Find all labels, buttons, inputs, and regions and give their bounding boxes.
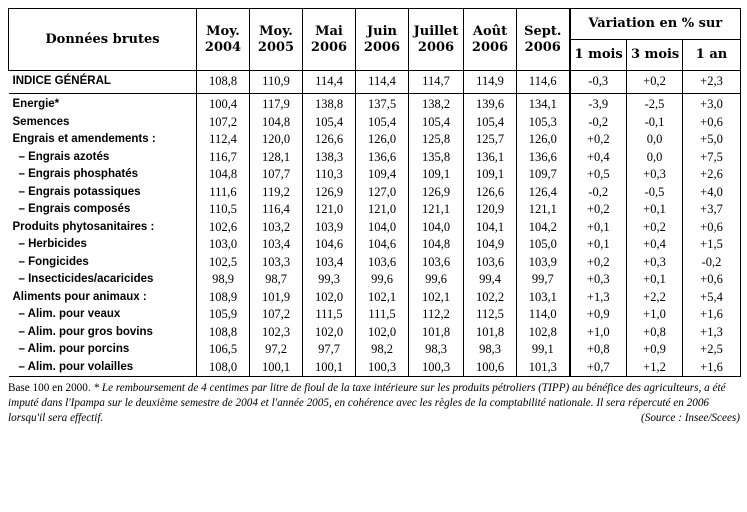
value-cell: 103,4: [303, 254, 356, 272]
value-cell: 98,2: [356, 341, 409, 359]
value-cell: 101,8: [464, 324, 517, 342]
variation-cell: +0,7: [570, 359, 627, 377]
value-cell: 109,1: [409, 166, 464, 184]
value-cell: 98,3: [464, 341, 517, 359]
row-label: – Herbicides: [18, 238, 87, 250]
value-cell: 102,0: [303, 324, 356, 342]
variation-cell: +0,6: [683, 219, 741, 237]
value-cell: 104,1: [464, 219, 517, 237]
header-col-1: Moy. 2005: [250, 9, 303, 71]
variation-cell: +0,8: [627, 324, 683, 342]
value-cell: 97,7: [303, 341, 356, 359]
table-row: [9, 324, 741, 342]
variation-cell: +0,6: [683, 114, 741, 132]
value-cell: 99,3: [303, 271, 356, 289]
value-cell: 98,9: [197, 271, 250, 289]
value-cell: 102,5: [197, 254, 250, 272]
variation-cell: +0,6: [683, 271, 741, 289]
variation-cell: +0,4: [570, 149, 627, 167]
value-cell: 103,1: [517, 289, 570, 307]
row-label: Aliments pour animaux :: [12, 290, 147, 303]
header-col-0: Moy. 2004: [197, 9, 250, 71]
variation-cell: +5,4: [683, 289, 741, 307]
value-cell: 103,9: [517, 254, 570, 272]
value-cell: 121,1: [517, 201, 570, 219]
variation-cell: +0,5: [570, 166, 627, 184]
row-label: – Alim. pour veaux: [18, 308, 121, 320]
value-cell: 128,1: [250, 149, 303, 167]
value-cell: 99,6: [356, 271, 409, 289]
footnote-note: * Le remboursement de 4 centimes par litre de fioul de la taxe intérieure sur les produits pétroliers (TIPP) au bénéfice des agriculteurs, a été imputé dans l'Ipampa sur le deuxième semestre de 2004 et l'année 2005, en cohérence avec les règles de la comptabilité nationale. Il sera répercuté en 2006 lorsqu'il sera effectif.: [8, 382, 726, 424]
value-cell: 114,0: [517, 306, 570, 324]
value-cell: 104,6: [303, 236, 356, 254]
footnote-source: (Source : Insee/Scees): [641, 412, 740, 424]
value-cell: 103,4: [250, 236, 303, 254]
value-cell: 101,9: [250, 289, 303, 307]
variation-cell: +2,2: [627, 289, 683, 307]
value-cell: 100,6: [464, 359, 517, 377]
value-cell: 134,1: [517, 94, 570, 114]
variation-cell: +0,3: [627, 254, 683, 272]
row-label: Produits phytosanitaires :: [12, 220, 155, 233]
price-index-table: [8, 8, 741, 377]
header-col-5: Août 2006: [464, 9, 517, 71]
value-cell: 107,2: [197, 114, 250, 132]
value-cell: 112,2: [409, 306, 464, 324]
table-row: [9, 166, 741, 184]
index-var-cell: -0,3: [570, 71, 627, 94]
header-variation: Variation en % sur: [570, 9, 741, 40]
header-col-3: Juin 2006: [356, 9, 409, 71]
value-cell: 100,1: [250, 359, 303, 377]
variation-cell: +0,2: [570, 201, 627, 219]
variation-cell: +0,4: [627, 236, 683, 254]
value-cell: 102,1: [409, 289, 464, 307]
table-row: [9, 306, 741, 324]
value-cell: 138,3: [303, 149, 356, 167]
row-label: Energie*: [12, 98, 60, 110]
footnote: [8, 381, 740, 426]
value-cell: 105,4: [303, 114, 356, 132]
price-index-table-block: [8, 8, 740, 426]
value-cell: 136,6: [517, 149, 570, 167]
value-cell: 138,8: [303, 94, 356, 114]
value-cell: 101,8: [409, 324, 464, 342]
value-cell: 103,0: [197, 236, 250, 254]
value-cell: 102,1: [356, 289, 409, 307]
table-row: [9, 254, 741, 272]
value-cell: 125,8: [409, 131, 464, 149]
value-cell: 117,9: [250, 94, 303, 114]
value-cell: 104,9: [464, 236, 517, 254]
value-cell: 135,8: [409, 149, 464, 167]
variation-cell: -0,2: [570, 184, 627, 202]
value-cell: 111,6: [197, 184, 250, 202]
table-row: [9, 201, 741, 219]
value-cell: 120,0: [250, 131, 303, 149]
value-cell: 126,4: [517, 184, 570, 202]
value-cell: 105,0: [517, 236, 570, 254]
variation-cell: +0,3: [627, 166, 683, 184]
table-row: [9, 359, 741, 377]
table-row: [9, 236, 741, 254]
value-cell: 99,7: [517, 271, 570, 289]
variation-cell: -0,5: [627, 184, 683, 202]
row-label: – Engrais azotés: [18, 150, 110, 163]
variation-cell: -2,5: [627, 94, 683, 114]
value-cell: 110,5: [197, 201, 250, 219]
value-cell: 103,6: [409, 254, 464, 272]
value-cell: 126,0: [356, 131, 409, 149]
value-cell: 112,4: [197, 131, 250, 149]
index-cell: 108,8: [197, 71, 250, 94]
row-label: – Alim. pour volailles: [9, 359, 197, 377]
value-cell: 126,9: [303, 184, 356, 202]
value-cell: 116,4: [250, 201, 303, 219]
variation-cell: +0,2: [627, 219, 683, 237]
header-var-3-mois: 3 mois: [627, 40, 683, 71]
value-cell: 110,3: [303, 166, 356, 184]
value-cell: 103,6: [464, 254, 517, 272]
value-cell: 99,4: [464, 271, 517, 289]
index-cell: 110,9: [250, 71, 303, 94]
index-cell: 114,6: [517, 71, 570, 94]
index-row: [9, 71, 741, 94]
value-cell: 116,7: [197, 149, 250, 167]
value-cell: 108,8: [197, 324, 250, 342]
table-body: [9, 71, 741, 377]
value-cell: 100,3: [409, 359, 464, 377]
variation-cell: +1,2: [627, 359, 683, 377]
index-var-cell: +0,2: [627, 71, 683, 94]
index-row-label: INDICE GÉNÉRAL: [9, 71, 197, 94]
value-cell: 103,2: [250, 219, 303, 237]
value-cell: 137,5: [356, 94, 409, 114]
value-cell: 136,1: [464, 149, 517, 167]
variation-cell: -3,9: [570, 94, 627, 114]
value-cell: 106,5: [197, 341, 250, 359]
value-cell: 103,6: [356, 254, 409, 272]
header-var-1-mois: 1 mois: [570, 40, 627, 71]
table-row: [9, 149, 741, 167]
value-cell: 111,5: [303, 306, 356, 324]
table-row: [9, 341, 741, 359]
index-cell: 114,4: [356, 71, 409, 94]
table-row: [9, 219, 741, 237]
value-cell: 112,5: [464, 306, 517, 324]
value-cell: 138,2: [409, 94, 464, 114]
variation-cell: +0,8: [570, 341, 627, 359]
value-cell: 119,2: [250, 184, 303, 202]
variation-cell: +1,0: [570, 324, 627, 342]
value-cell: 121,1: [409, 201, 464, 219]
row-label: Engrais et amendements :: [12, 133, 156, 145]
header-var-1-an: 1 an: [683, 40, 741, 71]
value-cell: 98,7: [250, 271, 303, 289]
footnote-base: Base 100 en 2000.: [8, 382, 91, 394]
value-cell: 104,6: [356, 236, 409, 254]
variation-cell: +0,2: [570, 254, 627, 272]
value-cell: 136,6: [356, 149, 409, 167]
header-col-2: Mai 2006: [303, 9, 356, 71]
index-var-cell: +2,3: [683, 71, 741, 94]
value-cell: 109,1: [464, 166, 517, 184]
row-label: – Engrais composés: [18, 203, 131, 215]
value-cell: 100,1: [303, 359, 356, 377]
value-cell: 109,4: [356, 166, 409, 184]
variation-cell: -0,1: [627, 114, 683, 132]
value-cell: 105,4: [356, 114, 409, 132]
variation-cell: +1,3: [683, 324, 741, 342]
value-cell: 127,0: [356, 184, 409, 202]
row-label: Semences: [12, 115, 70, 128]
index-cell: 114,7: [409, 71, 464, 94]
value-cell: 121,0: [356, 201, 409, 219]
value-cell: 104,8: [409, 236, 464, 254]
value-cell: 126,9: [409, 184, 464, 202]
value-cell: 99,1: [517, 341, 570, 359]
value-cell: 99,6: [409, 271, 464, 289]
variation-cell: +3,7: [683, 201, 741, 219]
variation-cell: +2,5: [683, 341, 741, 359]
value-cell: 139,6: [464, 94, 517, 114]
row-label: – Fongicides: [18, 255, 89, 268]
value-cell: 102,2: [464, 289, 517, 307]
value-cell: 100,4: [197, 94, 250, 114]
variation-cell: +5,0: [683, 131, 741, 149]
row-label: – Insecticides/acaricides: [18, 273, 154, 285]
row-label: – Alim. pour gros bovins: [18, 325, 153, 338]
variation-cell: +0,3: [570, 271, 627, 289]
table-row: [9, 184, 741, 202]
value-cell: 108,9: [197, 289, 250, 307]
value-cell: 97,2: [250, 341, 303, 359]
variation-cell: +0,2: [570, 131, 627, 149]
value-cell: 103,9: [303, 219, 356, 237]
variation-cell: +1,6: [683, 359, 741, 377]
index-cell: 114,4: [303, 71, 356, 94]
value-cell: 107,7: [250, 166, 303, 184]
value-cell: 100,3: [356, 359, 409, 377]
value-cell: 102,0: [356, 324, 409, 342]
header-col-6: Sept. 2006: [517, 9, 570, 71]
variation-cell: +1,5: [683, 236, 741, 254]
value-cell: 111,5: [356, 306, 409, 324]
variation-cell: -0,2: [570, 114, 627, 132]
table-row: [9, 289, 741, 307]
variation-cell: +7,5: [683, 149, 741, 167]
value-cell: 121,0: [303, 201, 356, 219]
value-cell: 104,2: [517, 219, 570, 237]
value-cell: 104,0: [356, 219, 409, 237]
value-cell: 105,3: [517, 114, 570, 132]
value-cell: 103,3: [250, 254, 303, 272]
value-cell: 102,3: [250, 324, 303, 342]
value-cell: 125,7: [464, 131, 517, 149]
variation-cell: +1,3: [570, 289, 627, 307]
value-cell: 104,8: [197, 166, 250, 184]
value-cell: 101,3: [517, 359, 570, 377]
value-cell: 126,6: [303, 131, 356, 149]
value-cell: 105,4: [409, 114, 464, 132]
table-row: [9, 271, 741, 289]
variation-cell: -0,2: [683, 254, 741, 272]
value-cell: 105,4: [464, 114, 517, 132]
variation-cell: +0,1: [570, 219, 627, 237]
value-cell: 120,9: [464, 201, 517, 219]
index-cell: 114,9: [464, 71, 517, 94]
variation-cell: +2,6: [683, 166, 741, 184]
table-row: [9, 114, 741, 132]
value-cell: 109,7: [517, 166, 570, 184]
variation-cell: 0,0: [627, 131, 683, 149]
variation-cell: +0,9: [627, 341, 683, 359]
variation-cell: +3,0: [683, 94, 741, 114]
variation-cell: +1,0: [627, 306, 683, 324]
value-cell: 126,0: [517, 131, 570, 149]
row-label: – Engrais potassiques: [18, 185, 141, 198]
value-cell: 104,0: [409, 219, 464, 237]
variation-cell: +0,9: [570, 306, 627, 324]
value-cell: 102,8: [517, 324, 570, 342]
value-cell: 104,8: [250, 114, 303, 132]
value-cell: 102,0: [303, 289, 356, 307]
header-row-1: [9, 9, 741, 40]
variation-cell: +1,6: [683, 306, 741, 324]
variation-cell: +4,0: [683, 184, 741, 202]
variation-cell: 0,0: [627, 149, 683, 167]
value-cell: 102,6: [197, 219, 250, 237]
header-label: Données brutes: [9, 9, 197, 71]
row-label: – Engrais phosphatés: [18, 168, 139, 180]
value-cell: 108,0: [197, 359, 250, 377]
header-col-4: Juillet 2006: [409, 9, 464, 71]
variation-cell: +0,1: [570, 236, 627, 254]
table-row: [9, 131, 741, 149]
table-row: [9, 94, 741, 114]
value-cell: 98,3: [409, 341, 464, 359]
value-cell: 126,6: [464, 184, 517, 202]
variation-cell: +0,1: [627, 201, 683, 219]
value-cell: 107,2: [250, 306, 303, 324]
value-cell: 105,9: [197, 306, 250, 324]
variation-cell: +0,1: [627, 271, 683, 289]
row-label: – Alim. pour porcins: [18, 343, 130, 355]
